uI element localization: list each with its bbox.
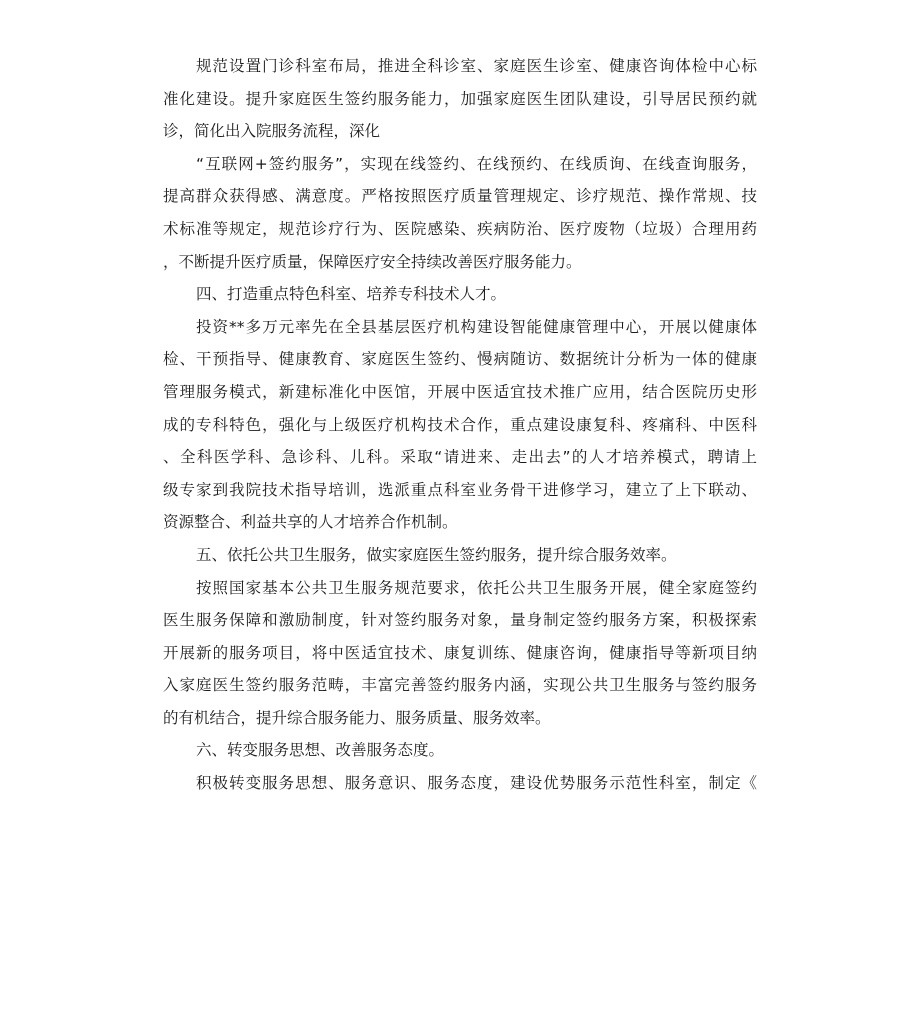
text-line: 积极转变服务思想、服务意识、服务态度，建设优势服务示范性科室，制定《 — [196, 774, 757, 793]
text-line: 开展新的服务项目，将中医适宜技术、康复训练、健康咨询，健康指导等新项目纳 — [163, 643, 757, 662]
text-line: 准化建设。提升家庭医生签约服务能力，加强家庭医生团队建设，引导居民预约就 — [163, 89, 757, 108]
text-line: 管理服务模式，新建标准化中医馆，开展中医适宜技术推广应用，结合医院历史形 — [163, 382, 757, 401]
section-heading: 五、依托公共卫生服务，做实家庭医生签约服务，提升综合服务效率。 — [196, 545, 677, 564]
text-line: 的有机结合，提升综合服务能力、服务质量、服务效率。 — [163, 708, 551, 727]
text-line: 医生服务保障和激励制度，针对签约服务对象，量身制定签约服务方案，积极探索 — [163, 611, 757, 630]
text-line: “互联网+签约服务”，实现在线签约、在线预约、在线质询、在线查询服务， — [196, 154, 757, 173]
text-line: 投资**多万元率先在全县基层医疗机构建设智能健康管理中心，开展以健康体 — [196, 317, 757, 336]
text-line: 成的专科特色，强化与上级医疗机构技术合作，重点建设康复科、疼痛科、中医科 — [163, 415, 757, 434]
text-line: 规范设置门诊科室布局，推进全科诊室、家庭医生诊室、健康咨询体检中心标 — [196, 57, 757, 75]
text-line: 术标准等规定，规范诊疗行为、医院感染、疾病防治、医疗废物（垃圾）合理用药 — [163, 219, 757, 238]
text-line: 、全科医学科、急诊科、儿科。采取“请进来、走出去”的人才培养模式，聘请上 — [163, 448, 757, 467]
text-line: 检、干预指导、健康教育、家庭医生签约、慢病随访、数据统计分析为一体的健康 — [163, 350, 757, 369]
document-page — [163, 50, 757, 800]
text-line: 诊，简化出入院服务流程，深化 — [163, 122, 381, 141]
text-line: 资源整合、利益共享的人才培养合作机制。 — [163, 513, 458, 532]
text-line: 入家庭医生签约服务范畴，丰富完善签约服务内涵，实现公共卫生服务与签约服务 — [163, 676, 757, 695]
section-heading: 四、打造重点特色科室、培养专科技术人才。 — [196, 285, 507, 304]
text-line: ，不断提升医疗质量，保障医疗安全持续改善医疗服务能力。 — [163, 252, 582, 271]
text-line: 按照国家基本公共卫生服务规范要求，依托公共卫生服务开展，健全家庭签约 — [196, 578, 757, 597]
section-heading: 六、转变服务思想、改善服务态度。 — [196, 741, 445, 760]
text-line: 级专家到我院技术指导培训，选派重点科室业务骨干进修学习，建立了上下联动、 — [163, 480, 757, 499]
text-line: 提高群众获得感、满意度。严格按照医疗质量管理规定、诊疗规范、操作常规、技 — [163, 187, 757, 206]
